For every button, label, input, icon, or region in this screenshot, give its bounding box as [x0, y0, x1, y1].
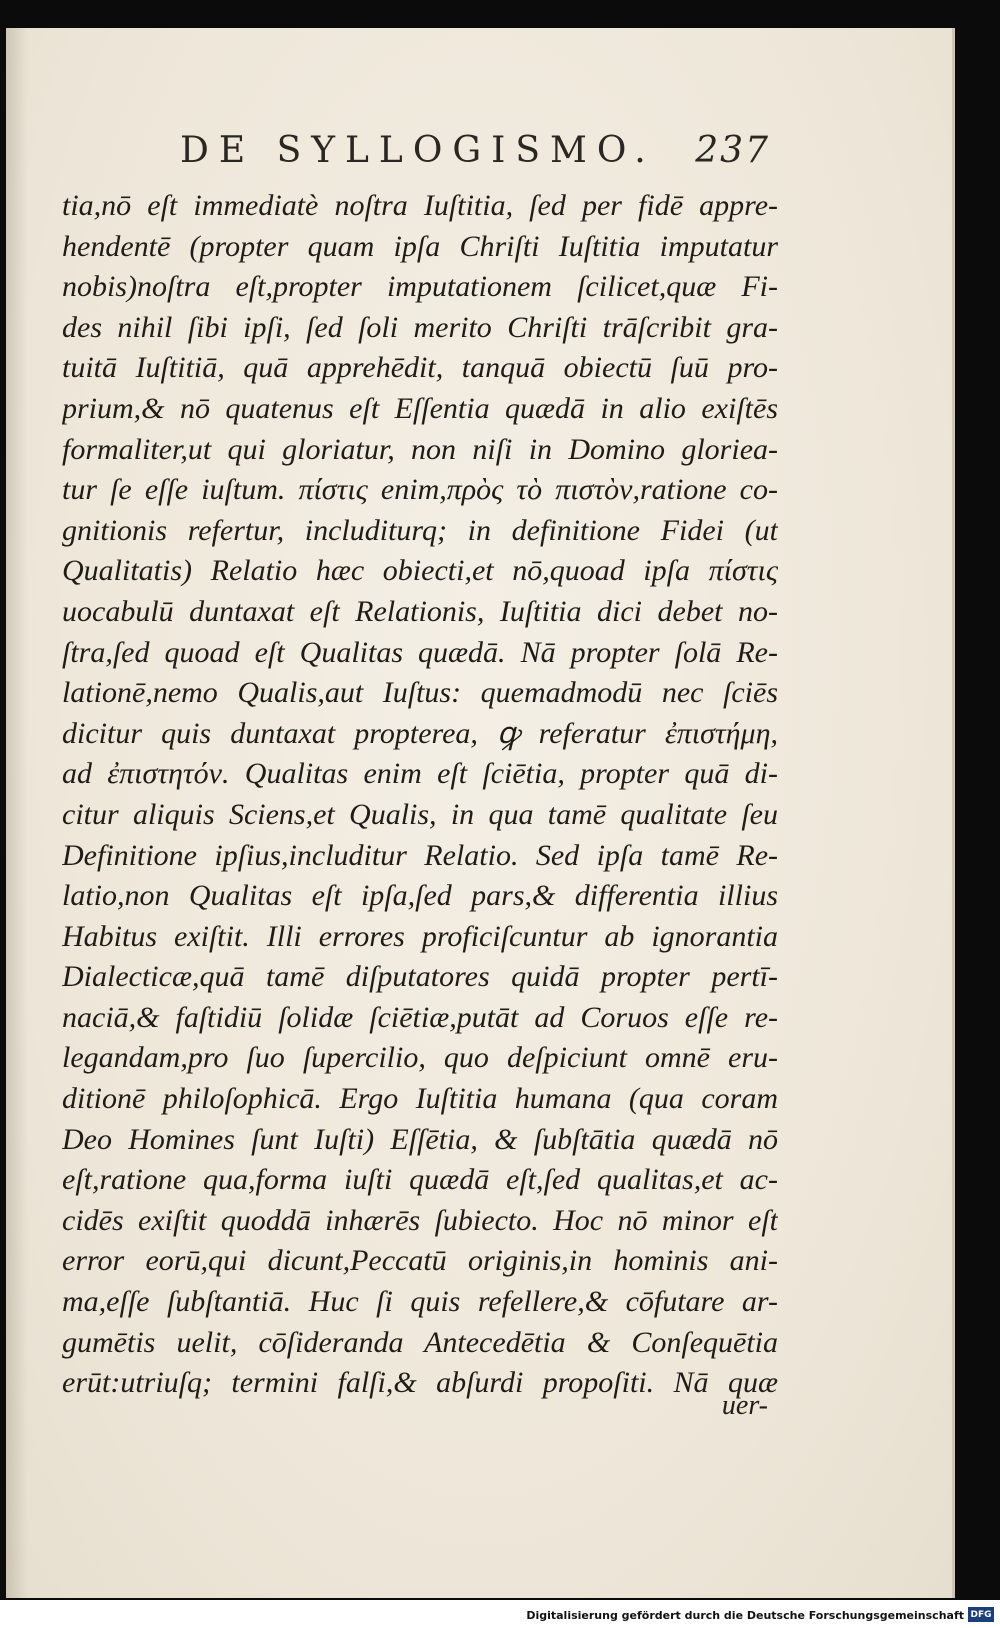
text-line: dicitur quis duntaxat propterea, ꝙ referatur ἐπιστήμη, [62, 716, 778, 750]
page-header [180, 120, 770, 180]
text-line: legandam,pro ſuo ſupercilio, quo deſpiciunt omnē eru- [62, 1041, 778, 1075]
text-line: lationē,nemo Qualis,aut Iuſtus: quemadmodū nec ſciēs [62, 676, 778, 710]
funding-credit: Digitalisierung gefördert durch die Deutsche Forschungsgemeinschaft [526, 1609, 964, 1622]
text-line: gnitionis refertur, includiturq; in definitione Fidei (ut [62, 513, 778, 547]
text-line: eſt,ratione qua,forma iuſti quædā eſt,ſed qualitas,et ac- [62, 1163, 778, 1197]
text-line: naciā,& faſtidiū ſolidæ ſciētiæ,putāt ad Coruos eſſe re- [62, 1000, 778, 1034]
text-line: cidēs exiſtit quoddā inhærēs ſubiecto. Hoc nō minor eſt [62, 1203, 778, 1237]
body-text [62, 186, 778, 1404]
text-line: uocabulū duntaxat eſt Relationis, Iuſtitia dici debet no- [62, 594, 778, 628]
text-line: latio,non Qualitas eſt ipſa,ſed pars,& differentia illius [62, 879, 778, 913]
text-line: citur aliquis Sciens,et Qualis, in qua tamē qualitate ſeu [62, 797, 778, 831]
text-line: ad ἐπιστητόν. Qualitas enim eſt ſciētia, propter quā di- [62, 757, 778, 791]
text-line: ſtra,ſed quoad eſt Qualitas quædā. Nā propter ſolā Re- [62, 635, 778, 669]
running-title: DE SYLLOGISMO. [180, 129, 656, 171]
text-line: Habitus exiſtit. Illi errores proficiſcuntur ab ignorantia [62, 919, 778, 953]
text-line: Definitione ipſius,includitur Relatio. Sed ipſa tamē Re- [62, 838, 778, 872]
text-line: Qualitatis) Relatio hæc obiecti,et nō,quoad ipſa πίστις [62, 554, 778, 588]
text-line: nobis)noſtra eſt,propter imputationem ſcilicet,quæ Fi- [62, 270, 778, 304]
page-number: 237 [695, 129, 770, 171]
text-line: tur ſe eſſe iuſtum. πίστις enim,πρὸς τὸ πιστὸν,ratione co- [62, 473, 778, 507]
text-line: ma,eſſe ſubſtantiā. Huc ſi quis refellere,& cōfutare ar- [62, 1285, 778, 1319]
text-line: Dialecticæ,quā tamē diſputatores quidā propter pertī- [62, 960, 778, 994]
text-line: hendentē (propter quam ipſa Chriſti Iuſtitia imputatur [62, 229, 778, 263]
text-line: prium,& nō quatenus eſt Eſſentia quædā in alio exiſtēs [62, 391, 778, 425]
text-line: des nihil ſibi ipſi, ſed ſoli merito Chriſti trāſcribit gra- [62, 310, 778, 344]
text-line: tia,nō eſt immediatè noſtra Iuſtitia, ſed per fidē appre- [62, 189, 778, 222]
text-line: formaliter,ut qui gloriatur, non niſi in Domino gloriea- [62, 432, 778, 466]
text-line: ditionē philoſophicā. Ergo Iuſtitia humana (qua coram [62, 1082, 778, 1116]
gutter-shadow [6, 28, 28, 1598]
catchword: uer- [721, 1390, 768, 1421]
dfg-logo: DFG [968, 1607, 994, 1622]
text-line: error eorū,qui dicunt,Peccatū originis,in hominis ani- [62, 1244, 778, 1278]
text-line: Deo Homines ſunt Iuſti) Eſſētia, & ſubſtātia quædā nō [62, 1122, 778, 1156]
text-line: gumētis uelit, cōſideranda Antecedētia & Conſequētia [62, 1325, 778, 1359]
text-line: erūt:utriuſq; termini falſi,& abſurdi propoſiti. Nā quæ [62, 1366, 778, 1400]
text-line: tuitā Iuſtitiā, quā apprehēdit, tanquā obiectū ſuū pro- [62, 351, 778, 385]
